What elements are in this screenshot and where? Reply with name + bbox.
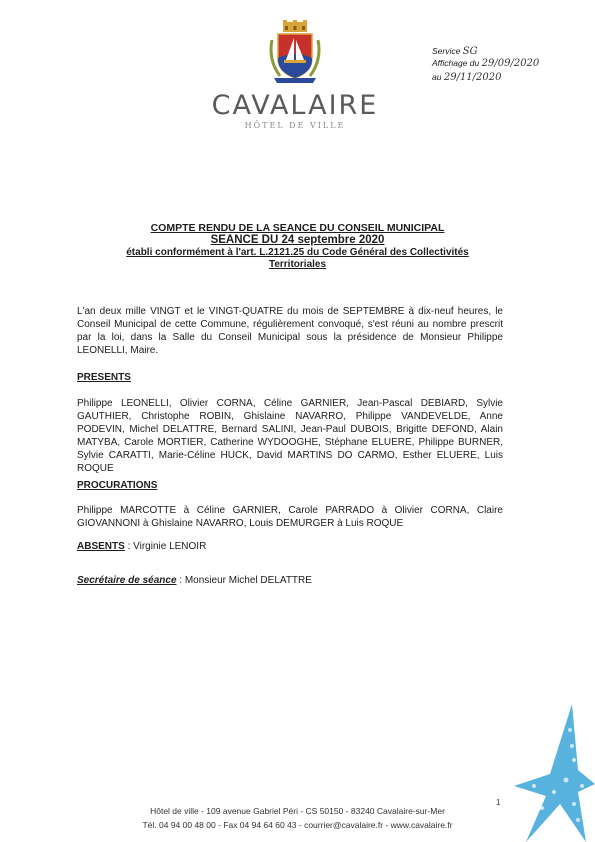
page-number: 1 — [496, 798, 501, 807]
procurations-list: Philippe MARCOTTE à Céline GARNIER, Carole PARRADO à Olivier CORNA, Claire GIOVANNONI à Ghislaine NAVARRO, Louis DEMURGER à Luis ROQUE — [77, 505, 503, 529]
intro-paragraph: L'an deux mille VINGT et le VINGT-QUATRE du mois de SEPTEMBRE à dix-neuf heures, le Conseil Municipal de cette Commune, régulièrement convoqué, s'est réuni au nombre prescrit par la loi, dans la Salle du Conseil Municipal sous la présidence de Monsieur Philippe LEONELLI, Maire. — [77, 306, 503, 356]
coat-of-arms-logo — [266, 20, 324, 84]
absents-label: ABSENTS — [77, 541, 125, 552]
document-title: COMPTE RENDU DE LA SEANCE DU CONSEIL MUNICIPAL — [150, 222, 445, 234]
secretary-value: : Monsieur Michel DELATTRE — [176, 575, 312, 586]
absents-line — [77, 541, 206, 552]
presents-heading: PRESENTS — [77, 372, 131, 383]
absents-value: : Virginie LENOIR — [124, 541, 207, 552]
legal-reference: établi conformément à l'art. L.2121.25 du Code Général des Collectivités — [126, 247, 469, 258]
stamp-affichage-value: 29/09/2020 — [481, 58, 540, 69]
stamp-service-label: Service — [432, 46, 461, 56]
secretary-label: Secrétaire de séance — [77, 575, 177, 586]
presents-list: Philippe LEONELLI, Olivier CORNA, Céline GARNIER, Jean-Pascal DEBIARD, Sylvie GAUTHIER, Christophe ROBIN, Ghislaine NAVARRO, Philippe VANDEVELDE, Anne PODEVIN, Michel DELATTRE, Bernard SALINI, Jean-Paul DUBOIS, Brigitte DEFOND, Alain MATYBA, Carole MORTIER, Catherine WYDOOGHE, Stéphane ELUERE, Philippe BURNER, Sylvie CARATTI, Marie-Céline HUCK, David MARTINS DO CARMO, Esther ELUERE, Luis ROQUE — [77, 398, 503, 474]
stamp-affichage-label: Affichage du — [432, 58, 480, 68]
brand-subtitle: HÔTEL DE VILLE — [244, 121, 346, 130]
footer-address: Hôtel de ville - 109 avenue Gabriel Péri - CS 50150 - 83240 Cavalaire-sur-Mer — [150, 806, 445, 816]
footer-contact: Tél. 04 94 00 48 00 - Fax 04 94 64 60 43 - courrier@cavalaire.fr - www.cavalaire.fr — [142, 820, 453, 830]
stamp-au-label: au — [432, 72, 442, 82]
stamp-au-value: 29/11/2020 — [443, 72, 502, 83]
session-date: SEANCE DU 24 septembre 2020 — [210, 234, 385, 246]
secretary-line — [77, 575, 312, 586]
procurations-heading: PROCURATIONS — [77, 480, 158, 491]
legal-reference-cont: Territoriales — [268, 259, 327, 270]
stamp-service-value: SG — [462, 46, 478, 57]
brand-name: CAVALAIRE — [211, 90, 379, 121]
